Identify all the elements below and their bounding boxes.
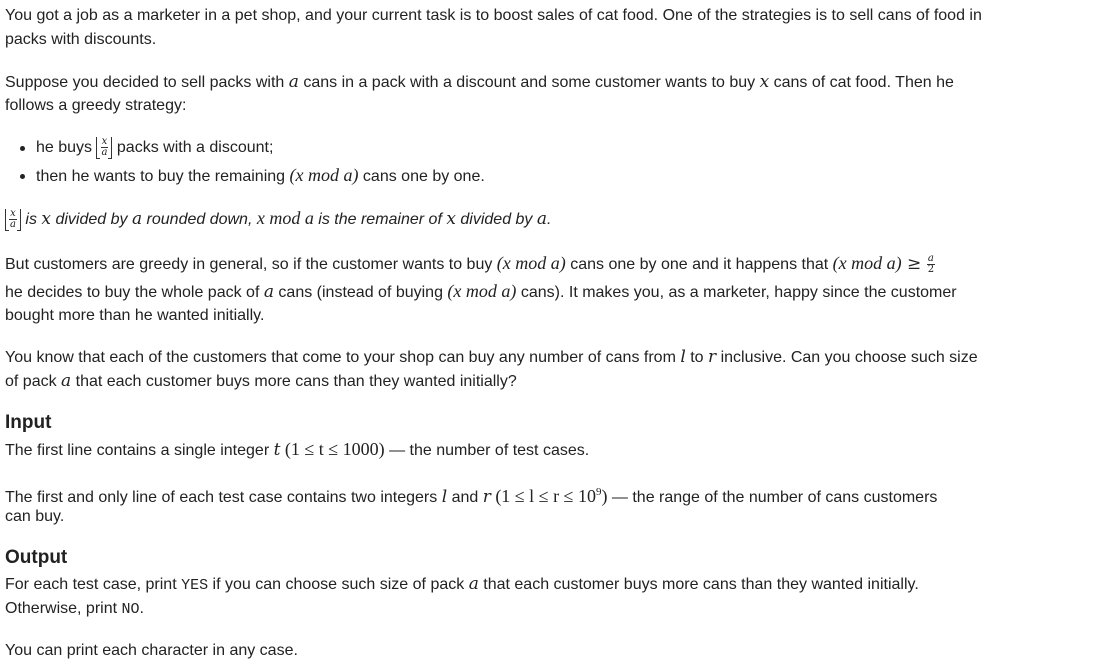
text: — the range of the number of cans customers <box>607 489 938 506</box>
bullet-item-2 <box>36 165 485 187</box>
frac-num: a <box>927 253 934 265</box>
input-line-2 <box>5 482 937 508</box>
math-lr-range <box>495 486 607 506</box>
text: . <box>547 211 552 228</box>
floor-x-over-a <box>5 209 21 231</box>
math-x: x <box>446 209 456 229</box>
text: cans in a pack with a discount and some customer wants to buy <box>298 74 760 91</box>
text: to <box>685 349 709 366</box>
math-a: a <box>131 209 143 229</box>
text: inclusive. Can you choose such size <box>716 349 978 366</box>
math-a: a <box>61 371 72 391</box>
range-close: ) <box>601 486 608 506</box>
math-x-mod-a: x mod a <box>256 208 314 228</box>
text: he buys <box>36 139 97 157</box>
text: he decides to buy the whole pack of <box>5 284 264 301</box>
math-a: a <box>536 209 548 229</box>
math-x-mod-a: (x mod a) <box>496 253 566 273</box>
know-line-2 <box>5 371 517 392</box>
math-r: r <box>482 487 491 507</box>
text: But customers are greedy in general, so if the customer wants to buy <box>5 256 497 273</box>
frac-a-over-2 <box>927 254 935 275</box>
math-x-mod-a: (x mod a) <box>447 281 517 301</box>
input-line-3: can buy. <box>5 508 65 525</box>
text: cans of cat food. Then he <box>769 74 954 91</box>
math-a: a <box>468 574 479 594</box>
text: of pack <box>5 373 62 390</box>
frac-den: a <box>101 147 108 158</box>
range-exponent: 9 <box>595 486 602 498</box>
math-x: x <box>759 72 770 92</box>
text: cans one by one and it happens that <box>565 256 833 273</box>
math-x-mod-a: (x mod a) <box>832 253 902 273</box>
floor-x-over-a <box>96 137 112 159</box>
math-x-mod-a: (x mod a) <box>289 165 359 185</box>
frac-num: x <box>10 207 16 219</box>
math-l: l <box>441 487 448 507</box>
range-text: (1 ≤ l ≤ r ≤ 10 <box>495 486 596 506</box>
know-line-1 <box>5 347 978 368</box>
text: that each customer buys more cans than they wanted initially? <box>71 373 517 390</box>
math-r: r <box>708 347 717 367</box>
text: Suppose you decided to sell packs with <box>5 74 289 91</box>
text: cans (instead of buying <box>273 284 448 301</box>
output-header: Output <box>5 547 68 568</box>
code-yes: YES <box>181 577 209 594</box>
input-header: Input <box>5 412 52 433</box>
frac-den: a <box>10 218 16 230</box>
intro-line-2: packs with discounts. <box>5 31 157 48</box>
math-a: a <box>263 282 274 302</box>
output-line-1 <box>5 574 919 596</box>
text: rounded down, <box>142 211 257 228</box>
text: . <box>139 600 144 617</box>
math-geq: ≥ <box>901 254 927 274</box>
code-no: NO <box>121 601 140 618</box>
text: divided by <box>51 211 132 228</box>
output-line-2 <box>5 599 144 620</box>
text: is the remainer of <box>313 211 447 228</box>
greedy-line-2: follows a greedy strategy: <box>5 97 187 114</box>
floor-note <box>5 208 551 231</box>
text: — the number of test cases. <box>384 442 590 459</box>
but-line-3: bought more than he wanted initially. <box>5 307 265 324</box>
text: if you can choose such size of pack <box>208 576 469 593</box>
but-line-2 <box>5 281 957 303</box>
math-a: a <box>288 72 299 92</box>
text: packs with a discount; <box>112 139 274 157</box>
text: then he wants to buy the remaining <box>36 168 290 185</box>
text: cans). It makes you, as a marketer, happy since the customer <box>516 284 957 301</box>
math-t: t <box>273 440 281 460</box>
text: divided by <box>455 211 537 228</box>
text: is <box>20 211 42 228</box>
math-l: l <box>680 347 686 367</box>
bullet-item-1 <box>36 137 273 159</box>
intro-line-1: You got a job as a marketer in a pet shop, and your current task is to boost sales of cat food. One of the strategies is to sell cans of food in <box>5 7 982 24</box>
output-line-3: You can print each character in any case. <box>5 642 298 659</box>
text: The first line contains a single integer <box>5 442 274 459</box>
math-x: x <box>41 209 52 229</box>
text: cans one by one. <box>358 168 485 185</box>
bullet-dot-2 <box>20 174 25 179</box>
input-line-1 <box>5 439 589 461</box>
greedy-line-1 <box>5 72 954 93</box>
text: Otherwise, print <box>5 600 122 617</box>
text: and <box>447 489 483 506</box>
math-t-range: (1 ≤ t ≤ 1000) <box>284 439 385 459</box>
frac-num: x <box>101 136 108 147</box>
but-line-1 <box>5 253 935 275</box>
text: that each customer buys more cans than they wanted initially. <box>478 576 919 593</box>
bullet-dot-1 <box>20 146 25 151</box>
text: The first and only line of each test case contains two integers <box>5 489 442 506</box>
text: For each test case, print <box>5 576 182 593</box>
frac-den: 2 <box>927 264 935 276</box>
text: You know that each of the customers that come to your shop can buy any number of cans from <box>5 349 681 366</box>
